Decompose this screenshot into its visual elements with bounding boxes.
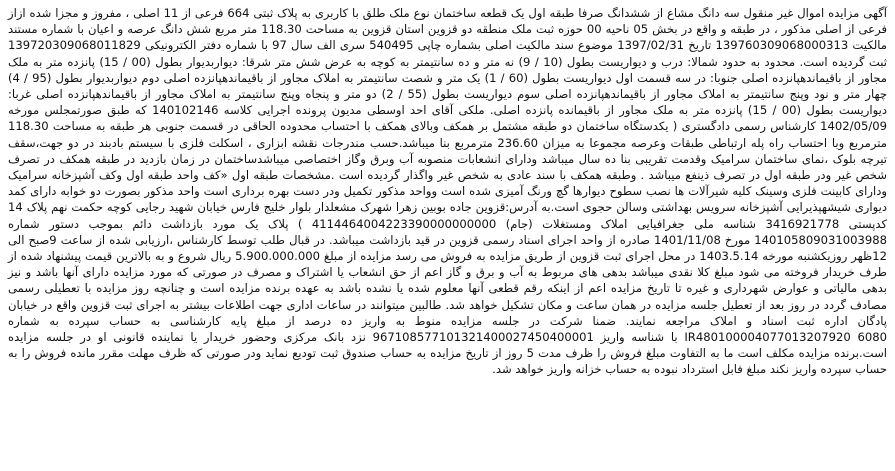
notice-body-text: آگهی مزایده اموال غیر منقول سه دانگ مشاع از ششدانگ صرفا طبقه اول یک قطعه ساختمان نوع ملک طلق با کاربری به پلاک ثبتی 664 فرعی از 11 اصلی ، مفروز و مجزا شده ازاز فرعی از اصلی مذکور ، در طبقه و واقع در بخش 05 ناحیه 00 حوزه ثبت ملک منطقه دو قزوین استان قزوین به مساحت 118.30 متر مربع شش دانگ عرصه و اعیان با شماره مستند مالکیت 139760309068000313 تاریخ 1397/02/31 موضوع سند مالکیت اصلی بشماره چاپی 540495 سری الف سال 97 با شماره دفتر الکترونیکی 139720309068011829 ثبت گردیده است. محدود به حدود شمالا: درب و دیواریست بطول (10 / 9) نه متر و ده سانتیمتر به کوچه به عرض شش متر شرقا: دیواربدیوار بطول (00 / 15) پانزده متر به ملک مجاور از باقیماندهپانزده اصلی جنوبا: در سه قسمت اول دیواریست بطول (60 / 1) یک متر و شصت سانتیمتر به املاک مجاور از باقیماندهپانزده اصلی دوم دیواربدیوار بطول (95 / 4) چهار متر و نود وپنج سانتیمتر به املاک مجاور از باقیماندهپانزده اصلی سوم دیواریست بطول (55 / 2) دو متر و پنجاه وپنج سانتیمتر به املاک مجاور از باقیماندهپانزده اصلی غربا: دیواریست بطول (00 / 15) پانزده متر به ملک مجاور از باقیمانده پانزده اصلی. ملکی آقای احد اوسطی مدیون پرونده اجرایی کلاسه 140102146 که طبق صورتمجلس مورخه 1402/05/09 کارشناس رسمی دادگستری ( یکدستگاه ساختمان دو طبقه مشتمل بر همکف وبالای همکف با احتساب محدوده الحاقی در قسمت جنوبی هر طبقه به مساحت 118.30 مترمربع وبا احتساب راه پله ارتباطی طبقات وعرصه مجموعا به میزان 236.60 مترمربع بنا میباشد.حسب مندرجات نقشه ابزاری ، اسکلت فلزی با سیستم بادبند در دو جهت،سقف تیرچه بلوک ،نمای ساختمان سرامیک وقدمت تقریبی بنا ده سال میباشد ودارای انشعابات منصوبه آب وبرق وگاز اختصاصی میباشدساختمان در زمان بازدید در طبقه همکف در تصرف شخص غیر ودر طبقه اول در تصرف ذینفع میباشد . وطبقه همکف با سند عادی به شخص غیر واگذار گردیده است .مشخصات طبقه اول «کف واحد طبقه اول وکف آشپزخانه سرامیک ودارای کابینت فلزی وسینک کلیه شیرآلات ها نصب سطوح دیوارها گچ ورنگ آمیزی شده است وواحد مذکور تکمیل ودر دست بهره برداری است واحد مذکور بصورت دو خوابه دارای کمد دیواری شیشهپذیرایی آشپزخانه سرویس بهداشتی وسالن حجوی است.به آدرس:قزوین جاده بوبین زهرا شهرک مشعلدار بلوار خلیج فارس خیابان شهید رجایی کوچه حکمت نهم پلاک 14 کدپستی 3416921778 شناسه ملی جغرافیایی املاک ومستغلات (جام) 4114464004223390000000000 ) پلاک یک مورد بازداشت دائم بموجب دستور شماره 140105809031003988 مورخ 1401/11/08 صادره از واحد اجرای اسناد رسمی قزوین در قید بازداشت میباشد. در قبال طلب توسط کارشناس ،ارزیابی شده از ساعت 9صبح الی 12ظهر روزیکشنبه مورخه 1403.5.14 در محل اجرای ثبت قزوین از طریق مزایده به فروش می رسد مزایده از مبلغ 5.900.000.000 ریال شروع و به بالاترین قیمت پیشنهاد شده از طرف خریدار فروخته می شود مبلغ کلا نقدی میباشد بدهی های مربوط به آب و برق و گاز اعم از حق انشعاب یا اشتراک و مصرف در صورتی که مورد مزایده دارای آنها باشد و نیز بدهی مالیاتی و عوارض شهرداری و غیره تا تاریخ مزایده اعم از اینکه رقم قطعی آنها معلوم شده یا نشده باشد به عهده برنده مزایده است و چنانچه روز مزایده با تعطیلی رسمی مصادف گردد در روز بعد از تعطیل جلسه مزایده در همان ساعت و مکان تشکیل خواهد شد. طالبین میتوانند در ساعات اداری جهت اطلاعات بیشتر به اجرای ثبت قزوین واقع در خیابان پادگان اداره ثبت اسناد و املاک مراجعه نمایند. ضمنا شرکت در جلسه مزایده منوط به واریز ده درصد از مبلغ پایه کارشناسی به حساب سپرده به شماره IR480100004077013207920 6080 با شناسه واریز 967108577101321400027450400001 نزد بانک مرکزی وحضور خریدار یا نماینده قانونی او در جلسه مزایده است.برنده مزایده مکلف است ما به التفاوت مبلغ فروش را ظرف مدت 5 روز از تاریخ مزایده به حساب صندوق ثبت تودیع نماید ودر صورتی که ظرف مهلت مقرر مانده فروش را به حساب سپرده واریز نکند مبلغ فابل استرداد نبوده به حساب خزانه واریز خواهد شد.	[8, 6, 888, 377]
